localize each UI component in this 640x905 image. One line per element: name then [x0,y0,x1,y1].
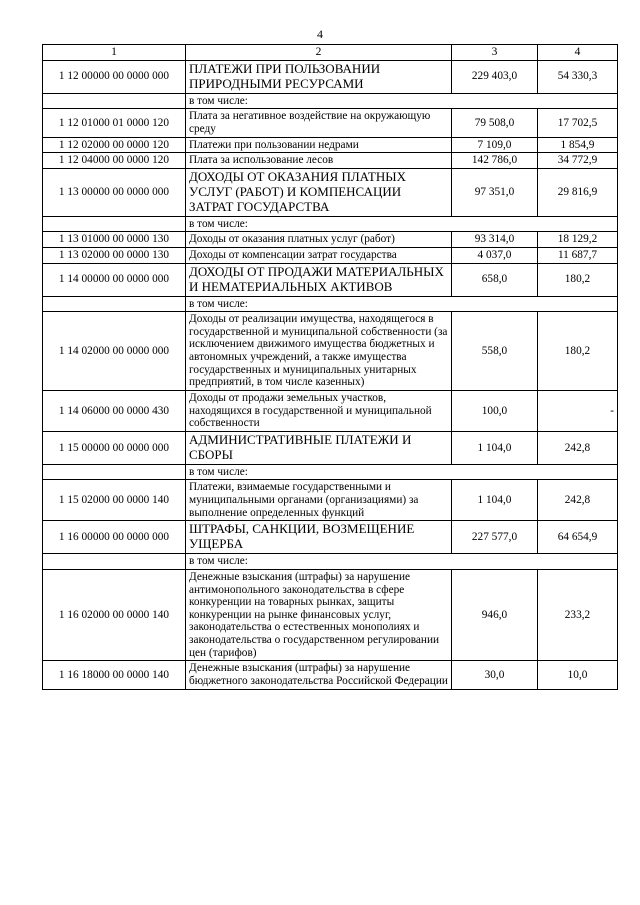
code-cell: 1 16 18000 00 0000 140 [43,661,186,689]
name-cell: Доходы от продажи земельных участков, находящихся в государственной и муниципальной собственности [186,391,452,432]
table-row [43,661,618,689]
table-row [43,153,618,169]
table-row-major [43,521,618,554]
table-row [43,480,618,521]
value-col3-cell: 558,0 [452,312,538,391]
empty-cell [43,216,186,232]
value-col4-cell: 11 687,7 [538,248,618,264]
table-row-major [43,431,618,464]
header-col-1: 1 [43,45,186,61]
name-cell: Платежи, взимаемые государственными и муниципальными органами (организациями) за выполнение определенных функций [186,480,452,521]
table-row-major [43,60,618,93]
table-row-major [43,168,618,216]
code-cell: 1 15 00000 00 0000 000 [43,431,186,464]
value-col4-cell: 18 129,2 [538,232,618,248]
value-col4-cell: 233,2 [538,569,618,660]
value-col3-cell: 227 577,0 [452,521,538,554]
value-col4-cell: 10,0 [538,661,618,689]
table-subheader-row [43,554,618,570]
value-col4-cell: 242,8 [538,431,618,464]
budget-table [42,44,618,690]
empty-cell [43,296,186,312]
name-cell: Плата за использование лесов [186,153,452,169]
value-col3-cell: 4 037,0 [452,248,538,264]
value-col4-cell: 17 702,5 [538,109,618,137]
code-cell: 1 16 00000 00 0000 000 [43,521,186,554]
empty-cell [43,554,186,570]
empty-cell [43,93,186,109]
header-col-3: 3 [452,45,538,61]
value-col4-cell: 64 654,9 [538,521,618,554]
code-cell: 1 12 01000 01 0000 120 [43,109,186,137]
header-row [43,45,618,61]
value-col4-cell: 180,2 [538,263,618,296]
table-row [43,232,618,248]
name-cell: Денежные взыскания (штрафы) за нарушение бюджетного законодательства Российской Федерации [186,661,452,689]
table-row [43,109,618,137]
name-cell: Плата за негативное воздействие на окружающую среду [186,109,452,137]
code-cell: 1 13 02000 00 0000 130 [43,248,186,264]
value-col3-cell: 142 786,0 [452,153,538,169]
code-cell: 1 13 01000 00 0000 130 [43,232,186,248]
name-cell: Денежные взыскания (штрафы) за нарушение антимонопольного законодательства в сфере конкуренции на товарных рынках, защиты конкуренции на рынке финансовых услуг, законодательства о естественных монополиях и законодательства о государственном регулировании цен (тарифов) [186,569,452,660]
table-subheader-row [43,296,618,312]
name-cell: ДОХОДЫ ОТ ПРОДАЖИ МАТЕРИАЛЬНЫХ И НЕМАТЕРИАЛЬНЫХ АКТИВОВ [186,263,452,296]
code-cell: 1 14 02000 00 0000 000 [43,312,186,391]
empty-cell [43,464,186,480]
name-cell: Платежи при пользовании недрами [186,137,452,153]
subheader-label: в том числе: [186,464,618,480]
header-col-2: 2 [186,45,452,61]
code-cell: 1 16 02000 00 0000 140 [43,569,186,660]
table-row [43,137,618,153]
table-subheader-row [43,464,618,480]
subheader-label: в том числе: [186,216,618,232]
code-cell: 1 12 04000 00 0000 120 [43,153,186,169]
name-cell: ПЛАТЕЖИ ПРИ ПОЛЬЗОВАНИИ ПРИРОДНЫМИ РЕСУРСАМИ [186,60,452,93]
code-cell: 1 14 06000 00 0000 430 [43,391,186,432]
value-col3-cell: 100,0 [452,391,538,432]
name-cell: Доходы от реализации имущества, находящегося в государственной и муниципальной собственности (за исключением движимого имущества бюджетных и автономных учреждений, а также имущества государственных и муниципальных унитарных предприятий, в том числе казенных) [186,312,452,391]
value-col3-cell: 79 508,0 [452,109,538,137]
table-row [43,391,618,432]
value-col4-cell: 34 772,9 [538,153,618,169]
name-cell: Доходы от оказания платных услуг (работ) [186,232,452,248]
subheader-label: в том числе: [186,554,618,570]
code-cell: 1 12 00000 00 0000 000 [43,60,186,93]
value-col4-cell: 242,8 [538,480,618,521]
value-col3-cell: 1 104,0 [452,431,538,464]
value-col3-cell: 946,0 [452,569,538,660]
name-cell: Доходы от компенсации затрат государства [186,248,452,264]
code-cell: 1 15 02000 00 0000 140 [43,480,186,521]
value-col4-cell: - [538,391,618,432]
table-subheader-row [43,216,618,232]
subheader-label: в том числе: [186,296,618,312]
value-col3-cell: 658,0 [452,263,538,296]
value-col3-cell: 97 351,0 [452,168,538,216]
table-body [43,60,618,689]
value-col3-cell: 93 314,0 [452,232,538,248]
value-col4-cell: 54 330,3 [538,60,618,93]
table-row [43,312,618,391]
page-number: 4 [317,27,323,41]
value-col4-cell: 180,2 [538,312,618,391]
value-col3-cell: 1 104,0 [452,480,538,521]
table-row [43,248,618,264]
subheader-label: в том числе: [186,93,618,109]
value-col4-cell: 29 816,9 [538,168,618,216]
code-cell: 1 14 00000 00 0000 000 [43,263,186,296]
table-row-major [43,263,618,296]
name-cell: ДОХОДЫ ОТ ОКАЗАНИЯ ПЛАТНЫХ УСЛУГ (РАБОТ) И КОМПЕНСАЦИИ ЗАТРАТ ГОСУДАРСТВА [186,168,452,216]
value-col3-cell: 229 403,0 [452,60,538,93]
code-cell: 1 13 00000 00 0000 000 [43,168,186,216]
name-cell: ШТРАФЫ, САНКЦИИ, ВОЗМЕЩЕНИЕ УЩЕРБА [186,521,452,554]
name-cell: АДМИНИСТРАТИВНЫЕ ПЛАТЕЖИ И СБОРЫ [186,431,452,464]
code-cell: 1 12 02000 00 0000 120 [43,137,186,153]
table-subheader-row [43,93,618,109]
value-col4-cell: 1 854,9 [538,137,618,153]
value-col3-cell: 7 109,0 [452,137,538,153]
table-row [43,569,618,660]
value-col3-cell: 30,0 [452,661,538,689]
header-col-4: 4 [538,45,618,61]
